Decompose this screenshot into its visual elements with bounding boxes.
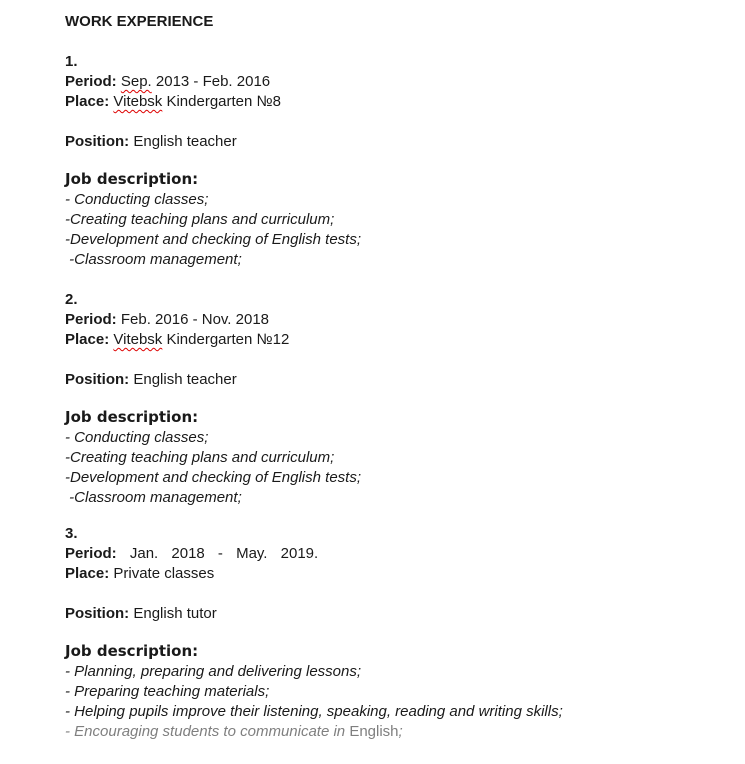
entry-number: 3. bbox=[65, 525, 78, 542]
misspelled-word: Vitebsk bbox=[113, 93, 163, 110]
entry-number: 1. bbox=[65, 53, 78, 70]
blank-line bbox=[65, 270, 705, 290]
position-label: Position: bbox=[65, 605, 130, 622]
period-value: Jan. 2018 - May. 2019. bbox=[129, 545, 319, 562]
period-label: Period: bbox=[65, 73, 117, 90]
place-value: Private classes bbox=[113, 565, 215, 582]
experience-entry-1 bbox=[65, 52, 705, 270]
misspelled-word: Vitebsk bbox=[113, 331, 163, 348]
blank-line bbox=[65, 390, 705, 406]
experience-entry-2 bbox=[65, 290, 705, 508]
job-item: -Development and checking of English tests; bbox=[65, 469, 361, 486]
blank-line bbox=[65, 152, 705, 168]
place-value: Kindergarten №12 bbox=[166, 331, 290, 348]
position-value: English tutor bbox=[133, 605, 217, 622]
period-line bbox=[65, 544, 705, 564]
blank-line bbox=[65, 508, 705, 524]
misspelled-word: Sep. bbox=[120, 73, 152, 90]
blank-line bbox=[65, 350, 705, 370]
job-description-heading: Job description: bbox=[65, 408, 199, 426]
period-line bbox=[65, 72, 705, 92]
job-item-upright-word: English bbox=[349, 723, 399, 740]
period-label: Period: bbox=[65, 545, 117, 562]
period-label: Period: bbox=[65, 311, 117, 328]
place-label: Place: bbox=[65, 331, 110, 348]
position-value: English teacher bbox=[133, 371, 237, 388]
job-description-heading: Job description: bbox=[65, 642, 199, 660]
position-line bbox=[65, 604, 705, 624]
blank-line bbox=[65, 584, 705, 604]
period-value: 2013 - Feb. 2016 bbox=[155, 73, 271, 90]
job-item: -Creating teaching plans and curriculum; bbox=[65, 449, 335, 466]
blank-line bbox=[65, 624, 705, 640]
blank-line bbox=[65, 112, 705, 132]
job-item: - Helping pupils improve their listening, speaking, reading and writing skills; bbox=[65, 703, 563, 720]
position-line bbox=[65, 132, 705, 152]
place-line bbox=[65, 92, 705, 112]
place-label: Place: bbox=[65, 93, 110, 110]
place-label: Place: bbox=[65, 565, 110, 582]
place-line bbox=[65, 330, 705, 350]
position-label: Position: bbox=[65, 133, 130, 150]
place-line bbox=[65, 564, 705, 584]
job-item-tail: ; bbox=[398, 723, 403, 740]
job-item: -Classroom management; bbox=[65, 251, 242, 268]
job-item: - Preparing teaching materials; bbox=[65, 683, 270, 700]
position-label: Position: bbox=[65, 371, 130, 388]
job-item: -Classroom management; bbox=[65, 489, 242, 506]
period-value: Feb. 2016 - Nov. 2018 bbox=[120, 311, 270, 328]
job-item bbox=[65, 722, 705, 742]
job-item: -Development and checking of English tests; bbox=[65, 231, 361, 248]
experience-entry-3 bbox=[65, 524, 705, 742]
position-line bbox=[65, 370, 705, 390]
place-value: Kindergarten №8 bbox=[166, 93, 281, 110]
position-value: English teacher bbox=[133, 133, 237, 150]
job-item: - Planning, preparing and delivering lessons; bbox=[65, 663, 362, 680]
blank-line bbox=[65, 32, 705, 52]
page-title: WORK EXPERIENCE bbox=[65, 13, 214, 30]
job-item: - Conducting classes; bbox=[65, 191, 209, 208]
job-item: - Conducting classes; bbox=[65, 429, 209, 446]
period-line bbox=[65, 310, 705, 330]
job-description-heading: Job description: bbox=[65, 170, 199, 188]
entry-number: 2. bbox=[65, 291, 78, 308]
job-item: -Creating teaching plans and curriculum; bbox=[65, 211, 335, 228]
job-item-italic-part: - Encouraging students to communicate in bbox=[65, 723, 346, 740]
